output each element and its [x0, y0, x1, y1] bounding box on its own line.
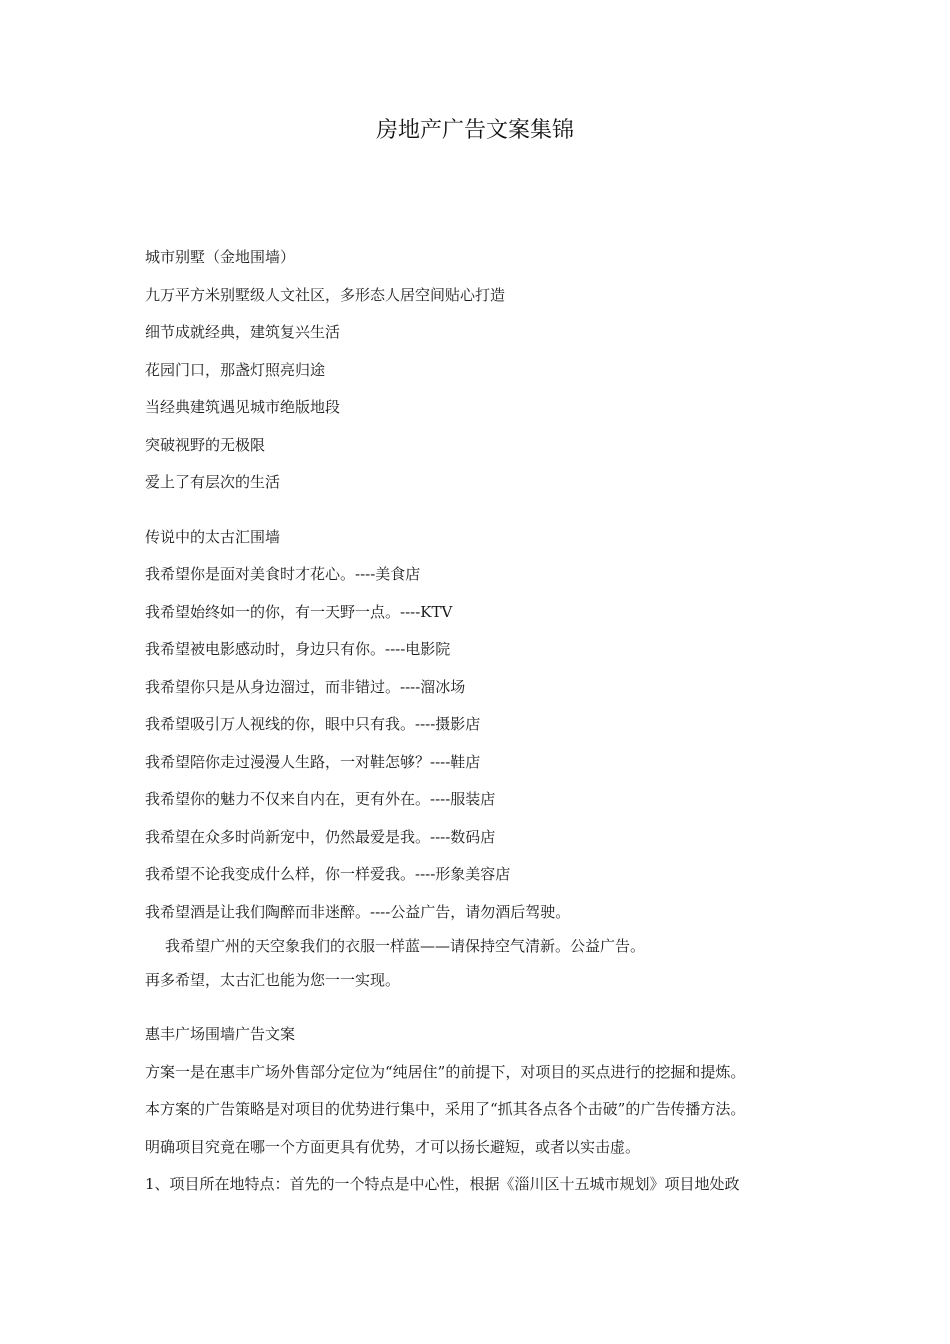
section-huifeng-plaza: [145, 1021, 825, 1209]
text-line: 我希望吸引万人视线的你，眼中只有我。----摄影店: [145, 715, 481, 733]
text-line: 我希望酒是让我们陶醉而非迷醉。----公益广告，请勿酒后驾驶。: [145, 902, 571, 921]
section-city-villa: [145, 244, 825, 507]
text-line: 九万平方米别墅级人文社区，多形态人居空间贴心打造: [145, 285, 506, 304]
text-line: 本方案的广告策略是对项目的优势进行集中，采用了“抓其各点各个击破”的广告传播方法。: [145, 1100, 746, 1118]
text-line: 当经典建筑遇见城市绝版地段: [145, 398, 341, 416]
text-line: 我希望在众多时尚新宠中，仍然最爱是我。----数码店: [145, 827, 496, 846]
section-heading: 城市别墅（金地围墙）: [145, 248, 296, 266]
text-line: 突破视野的无极限: [145, 435, 266, 454]
text-line: 我希望你是面对美食时才花心。----美食店: [145, 565, 421, 583]
text-line: 我希望陪你走过漫漫人生路，一对鞋怎够？----鞋店: [145, 752, 481, 771]
section-divider-space: [145, 1004, 825, 1021]
text-line: 我希望始终如一的你，有一天野一点。----KTV: [145, 602, 453, 621]
text-line: 我希望你的魅力不仅来自内在，更有外在。----服装店: [145, 790, 496, 808]
section-taikoo-hui: [145, 524, 825, 1005]
text-line: 我希望不论我变成什么样，你一样爱我。----形象美容店: [145, 865, 511, 883]
text-line: 再多希望，太古汇也能为您一一实现。: [145, 970, 401, 989]
text-line: 细节成就经典，建筑复兴生活: [145, 323, 341, 341]
document-title: 房地产广告文案集锦: [375, 118, 574, 143]
text-line: 方案一是在惠丰广场外售部分定位为“纯居住”的前提下，对项目的买点进行的挖掘和提炼。: [145, 1062, 746, 1081]
section-heading: 惠丰广场围墙广告文案: [145, 1025, 296, 1043]
section-divider-space: [145, 507, 825, 524]
text-line: 爱上了有层次的生活: [145, 473, 281, 491]
section-heading: 传说中的太古汇围墙: [145, 527, 281, 546]
text-line: 花园门口，那盏灯照亮归途: [145, 360, 326, 379]
text-line: 我希望广州的天空象我们的衣服一样蓝——请保持空气清新。公益广告。: [165, 936, 646, 955]
text-line: 我希望被电影感动时，身边只有你。----电影院: [145, 640, 451, 658]
text-line: 明确项目究竟在哪一个方面更具有优势，才可以扬长避短，或者以实击虚。: [145, 1137, 641, 1156]
text-line: 1、项目所在地特点：首先的一个特点是中心性，根据《淄川区十五城市规划》项目地处政: [145, 1175, 740, 1193]
text-line: 我希望你只是从身边溜过，而非错过。----溜冰场: [145, 677, 466, 696]
document-body: [145, 244, 825, 1209]
